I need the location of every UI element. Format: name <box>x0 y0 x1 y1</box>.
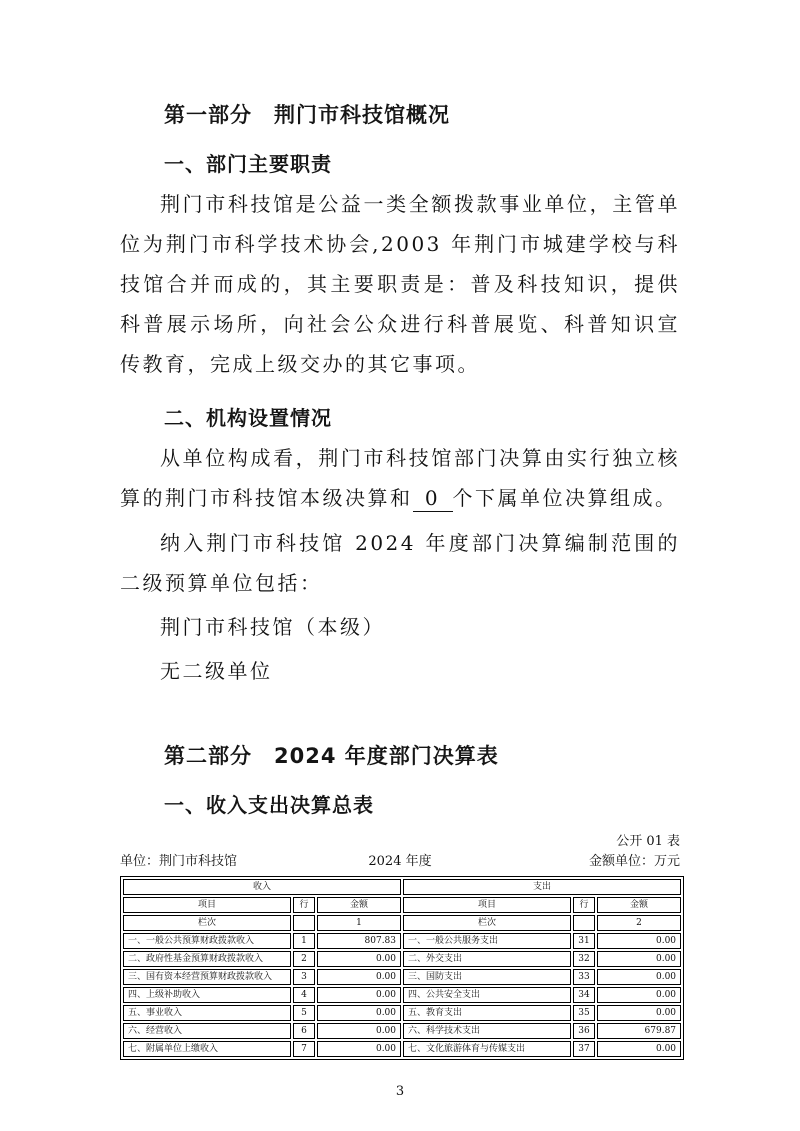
unit-line-main: 荆门市科技馆（本级） <box>160 615 385 639</box>
income-line-cell: 4 <box>293 987 315 1003</box>
expense-item-cell: 四、公共安全支出 <box>403 987 571 1003</box>
expense-amount-cell: 0.00 <box>597 1005 681 1021</box>
composition-text-after: 个下属单位决算组成。 <box>452 486 678 510</box>
expense-item-cell: 二、外交支出 <box>403 951 571 967</box>
part1-section2-heading: 二、机构设置情况 <box>164 406 332 430</box>
expense-item-cell: 六、科学技术支出 <box>403 1023 571 1039</box>
empty-cell <box>293 915 315 931</box>
income-item-cell: 三、国有资本经营预算财政拨款收入 <box>123 969 291 985</box>
income-amount-header: 金额 <box>317 897 401 913</box>
expense-lanci-cell: 栏次 <box>403 915 571 931</box>
income-item-header: 项目 <box>123 897 291 913</box>
document-content <box>120 0 680 1099</box>
expense-item-cell: 三、国防支出 <box>403 969 571 985</box>
expense-amount-header: 金额 <box>597 897 681 913</box>
expense-amount-cell: 0.00 <box>597 933 681 949</box>
part2-title: 第二部分 2024 年度部门决算表 <box>164 744 499 768</box>
income-item-cell: 六、经营收入 <box>123 1023 291 1039</box>
part1-title: 第一部分 荆门市科技馆概况 <box>164 103 450 127</box>
income-item-cell: 七、附属单位上缴收入 <box>123 1041 291 1057</box>
income-line-cell: 7 <box>293 1041 315 1057</box>
income-lanci-cell: 栏次 <box>123 915 291 931</box>
expense-amount-cell: 0.00 <box>597 951 681 967</box>
expense-line-cell: 36 <box>573 1023 595 1039</box>
expense-line-header: 行 <box>573 897 595 913</box>
table-title-row <box>123 879 681 895</box>
income-expense-summary-table <box>120 876 684 1060</box>
income-amount-cell: 0.00 <box>317 987 401 1003</box>
expense-amount-cell: 0.00 <box>597 969 681 985</box>
income-line-cell: 6 <box>293 1023 315 1039</box>
expense-line-cell: 35 <box>573 1005 595 1021</box>
table-meta-row <box>120 852 680 872</box>
table-meta-year: 2024 年度 <box>368 854 432 869</box>
income-amount-cell: 0.00 <box>317 1023 401 1039</box>
unit-line-none: 无二级单位 <box>160 659 273 683</box>
table-row <box>123 1041 681 1057</box>
expense-title-cell: 支出 <box>403 879 681 895</box>
income-item-cell: 一、一般公共预算财政拨款收入 <box>123 933 291 949</box>
income-col-no-cell: 1 <box>317 915 401 931</box>
expense-line-cell: 32 <box>573 951 595 967</box>
income-line-cell: 3 <box>293 969 315 985</box>
income-line-cell: 2 <box>293 951 315 967</box>
composition-text-before: 从单位构成看，荆门市科技馆部门决算由实行独立核算的荆门市科技馆本级决算和 <box>120 446 680 510</box>
income-item-cell: 四、上级补助收入 <box>123 987 291 1003</box>
expense-item-cell: 一、一般公共服务支出 <box>403 933 571 949</box>
table-row <box>123 951 681 967</box>
income-title-cell: 收入 <box>123 879 401 895</box>
table-row <box>123 1023 681 1039</box>
income-line-cell: 1 <box>293 933 315 949</box>
subordinate-count-value: 0 <box>413 485 453 512</box>
part2-section1-heading: 一、收入支出决算总表 <box>164 793 374 817</box>
income-item-cell: 二、政府性基金预算财政拨款收入 <box>123 951 291 967</box>
income-line-header: 行 <box>293 897 315 913</box>
table-row <box>123 969 681 985</box>
table-row <box>123 987 681 1003</box>
expense-line-cell: 31 <box>573 933 595 949</box>
income-amount-cell: 0.00 <box>317 1041 401 1057</box>
table-meta-amount-unit: 金额单位：万元 <box>588 854 680 869</box>
income-amount-cell: 0.00 <box>317 1005 401 1021</box>
expense-col-no-cell: 2 <box>597 915 681 931</box>
income-amount-cell: 807.83 <box>317 933 401 949</box>
expense-amount-cell: 679.87 <box>597 1023 681 1039</box>
table-header-row <box>123 897 681 913</box>
table-column-index-row <box>123 915 681 931</box>
scope-paragraph: 纳入荆门市科技馆 2024 年度部门决算编制范围的二级预算单位包括： <box>120 531 680 595</box>
expense-item-header: 项目 <box>403 897 571 913</box>
expense-amount-cell: 0.00 <box>597 987 681 1003</box>
expense-line-cell: 34 <box>573 987 595 1003</box>
expense-amount-cell: 0.00 <box>597 1041 681 1057</box>
income-amount-cell: 0.00 <box>317 969 401 985</box>
part1-section1-heading: 一、部门主要职责 <box>164 152 332 176</box>
expense-line-cell: 33 <box>573 969 595 985</box>
table-meta-unit: 单位：荆门市科技馆 <box>120 854 238 869</box>
expense-item-cell: 七、文化旅游体育与传媒支出 <box>403 1041 571 1057</box>
income-item-cell: 五、事业收入 <box>123 1005 291 1021</box>
expense-line-cell: 37 <box>573 1041 595 1057</box>
income-line-cell: 5 <box>293 1005 315 1021</box>
table-public-label: 公开 01 表 <box>616 834 680 849</box>
composition-paragraph <box>120 438 680 518</box>
income-amount-cell: 0.00 <box>317 951 401 967</box>
part1-section1-paragraph: 荆门市科技馆是公益一类全额拨款事业单位，主管单位为荆门市科学技术协会,2003 年荆门市城建学校与科技馆合并而成的，其主要职责是：普及科技知识，提供科普展示场所，向社会公众进行科普展览、科普知识宣传教育，完成上级交办的其它事项。 <box>120 192 680 376</box>
table-row <box>123 933 681 949</box>
expense-item-cell: 五、教育支出 <box>403 1005 571 1021</box>
empty-cell <box>573 915 595 931</box>
table-row <box>123 1005 681 1021</box>
page-number: 3 <box>395 1084 405 1099</box>
